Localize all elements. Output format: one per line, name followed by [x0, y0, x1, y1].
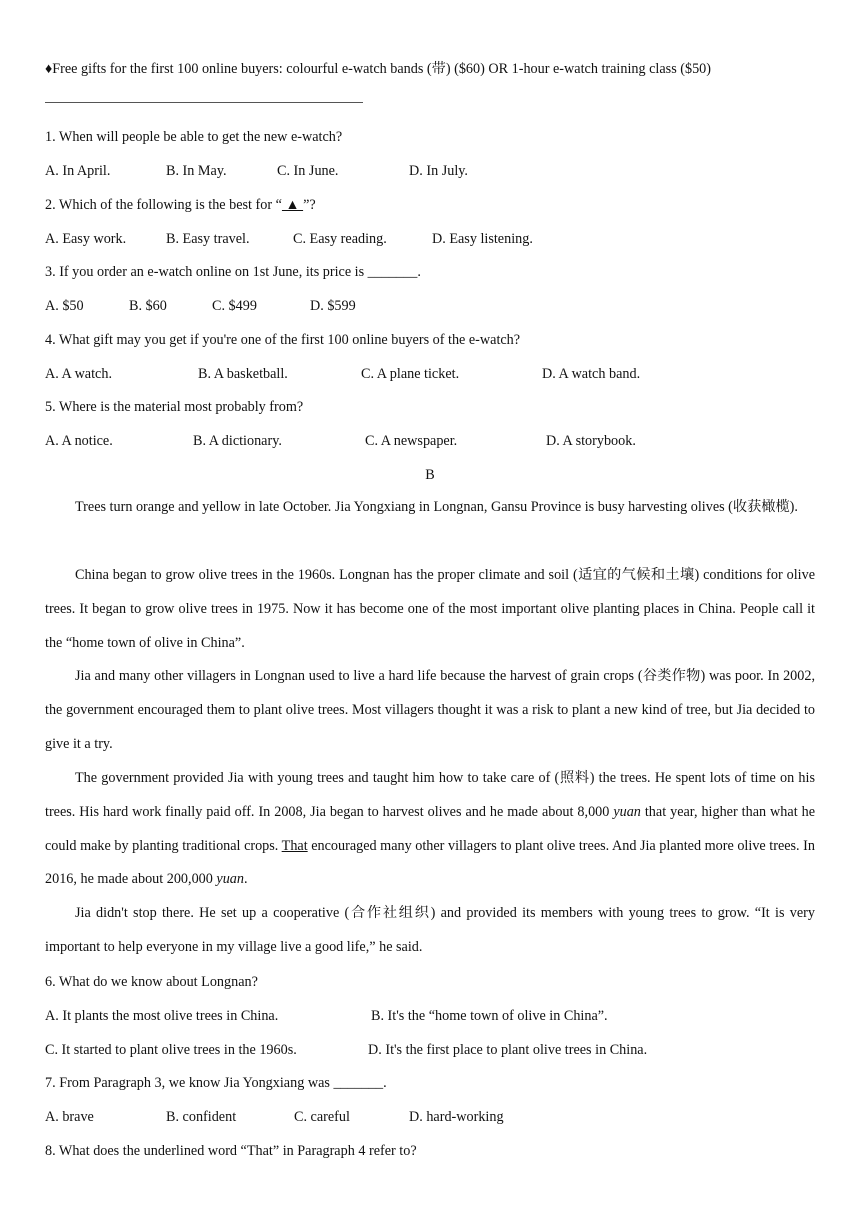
q3-option-c: C. $499 [212, 298, 257, 314]
q2-option-c: C. Easy reading. [293, 231, 387, 247]
question-6: 6. What do we know about Longnan? [45, 974, 258, 990]
q7-option-c: C. careful [294, 1109, 350, 1125]
q1-option-a: A. In April. [45, 163, 111, 179]
q2-option-d: D. Easy listening. [432, 231, 533, 247]
q7-option-a: A. brave [45, 1109, 94, 1125]
q5-option-b: B. A dictionary. [193, 433, 282, 449]
question-2: 2. Which of the following is the best for “ ▲ ”? [45, 197, 316, 213]
q5-option-c: C. A newspaper. [365, 433, 458, 449]
q4-option-d: D. A watch band. [542, 366, 641, 382]
question-7: 7. From Paragraph 3, we know Jia Yongxiang was _______. [45, 1075, 387, 1091]
divider [45, 102, 363, 103]
q6-option-b: B. It's the “home town of olive in China”. [371, 1008, 608, 1024]
section-heading: B [425, 467, 435, 483]
question-3: 3. If you order an e-watch online on 1st June, its price is _______. [45, 264, 421, 280]
passage-paragraph-5: Jia didn't stop there. He set up a cooperative (合作社组织) and provided its members with young trees to grow. “It is very important to help everyone in my village live a good life,” he said. [45, 905, 815, 955]
question-4: 4. What gift may you get if you're one of the first 100 online buyers of the e-watch? [45, 332, 521, 348]
passage-paragraph-4: The government provided Jia with young trees and taught him how to take care of (照料) the trees. He spent lots of time on his trees. His hard work finally paid off. In 2008, Jia began to harvest olives and he made about 8,000 yuan that year, higher than what he could make by planting traditional crops. That encouraged many other villagers to plant olive trees. And Jia planted more olive trees. In 2016, he made about 200,000 yuan. [45, 770, 815, 888]
q1-option-c: C. In June. [277, 163, 339, 179]
question-5: 5. Where is the material most probably from? [45, 399, 304, 415]
q6-option-c: C. It started to plant olive trees in the 1960s. [45, 1042, 297, 1058]
passage-paragraph-2: China began to grow olive trees in the 1960s. Longnan has the proper climate and soil (适宜的气候和土壤) conditions for olive trees. It began to grow olive trees in 1975. Now it has become one of the most important olive planting places in China. People call it the “home town of olive in China”. [45, 567, 815, 651]
underlined-word: That [281, 837, 308, 854]
q6-option-a: A. It plants the most olive trees in China. [45, 1008, 279, 1024]
q1-option-d: D. In July. [409, 163, 468, 179]
q6-option-d: D. It's the first place to plant olive trees in China. [368, 1042, 648, 1058]
q4-option-b: B. A basketball. [198, 366, 288, 382]
gift-line: ♦Free gifts for the first 100 online buyers: colourful e-watch bands (带) ($60) OR 1-hour e-watch training class ($50) [45, 61, 711, 77]
q4-option-a: A. A watch. [45, 366, 112, 382]
q2-option-b: B. Easy travel. [166, 231, 250, 247]
q3-option-d: D. $599 [310, 298, 356, 314]
currency-word: yuan [613, 803, 641, 820]
question-1: 1. When will people be able to get the new e-watch? [45, 129, 343, 145]
passage-paragraph-1: Trees turn orange and yellow in late October. Jia Yongxiang in Longnan, Gansu Province is busy harvesting olives (收获橄榄). [75, 499, 798, 515]
q1-option-b: B. In May. [166, 163, 227, 179]
q7-option-b: B. confident [166, 1109, 237, 1125]
question-8: 8. What does the underlined word “That” in Paragraph 4 refer to? [45, 1143, 417, 1159]
q2-option-a: A. Easy work. [45, 231, 127, 247]
q3-option-b: B. $60 [129, 298, 167, 314]
q5-option-a: A. A notice. [45, 433, 113, 449]
q5-option-d: D. A storybook. [546, 433, 636, 449]
blank-marker: ▲ [281, 197, 304, 213]
q7-option-d: D. hard-working [409, 1109, 504, 1125]
q4-option-c: C. A plane ticket. [361, 366, 460, 382]
passage-paragraph-3: Jia and many other villagers in Longnan used to live a hard life because the harvest of grain crops (谷类作物) was poor. In 2002, the government encouraged them to plant olive trees. Most villagers thought it was a risk to plant a new kind of tree, but Jia decided to give it a try. [45, 668, 815, 752]
q3-option-a: A. $50 [45, 298, 84, 314]
currency-word: yuan [216, 871, 244, 888]
